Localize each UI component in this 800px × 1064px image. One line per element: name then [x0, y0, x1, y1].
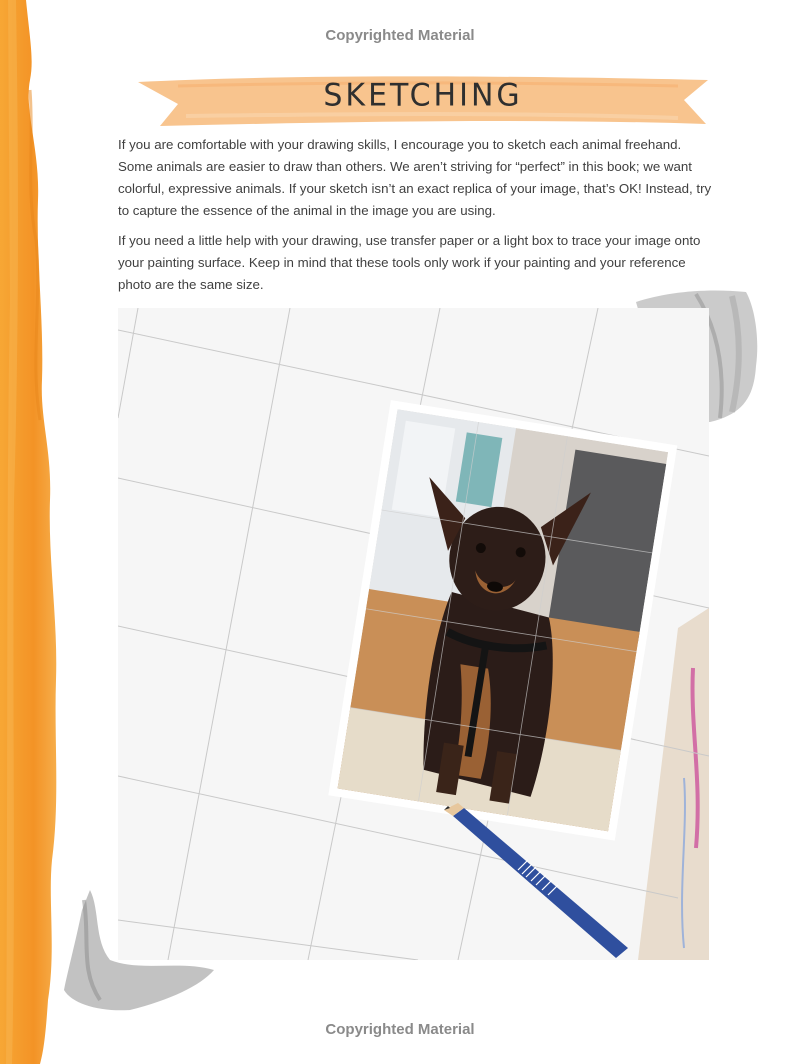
copyright-notice-bottom: Copyrighted Material — [325, 1021, 475, 1038]
body-paragraph: If you are comfortable with your drawing skills, I encourage you to sketch each animal freehand. Some animals are easier to draw than others. We aren’t striving for “perfect” in this book; we want colorful, expressive animals. If your sketch isn’t an exact replica of your image, that’s OK! Instead, try to capture the essence of the animal in the image you are using. — [118, 137, 712, 218]
section-title: SKETCHING — [323, 77, 523, 114]
dog-reference-photo — [118, 308, 709, 960]
section-banner — [138, 70, 708, 130]
copyright-notice-top: Copyrighted Material — [325, 27, 475, 44]
body-paragraph: If you need a little help with your drawing, use transfer paper or a light box to trace your image onto your painting surface. Keep in mind that these tools only work if your painting and your reference photo are the same size. — [118, 233, 701, 292]
